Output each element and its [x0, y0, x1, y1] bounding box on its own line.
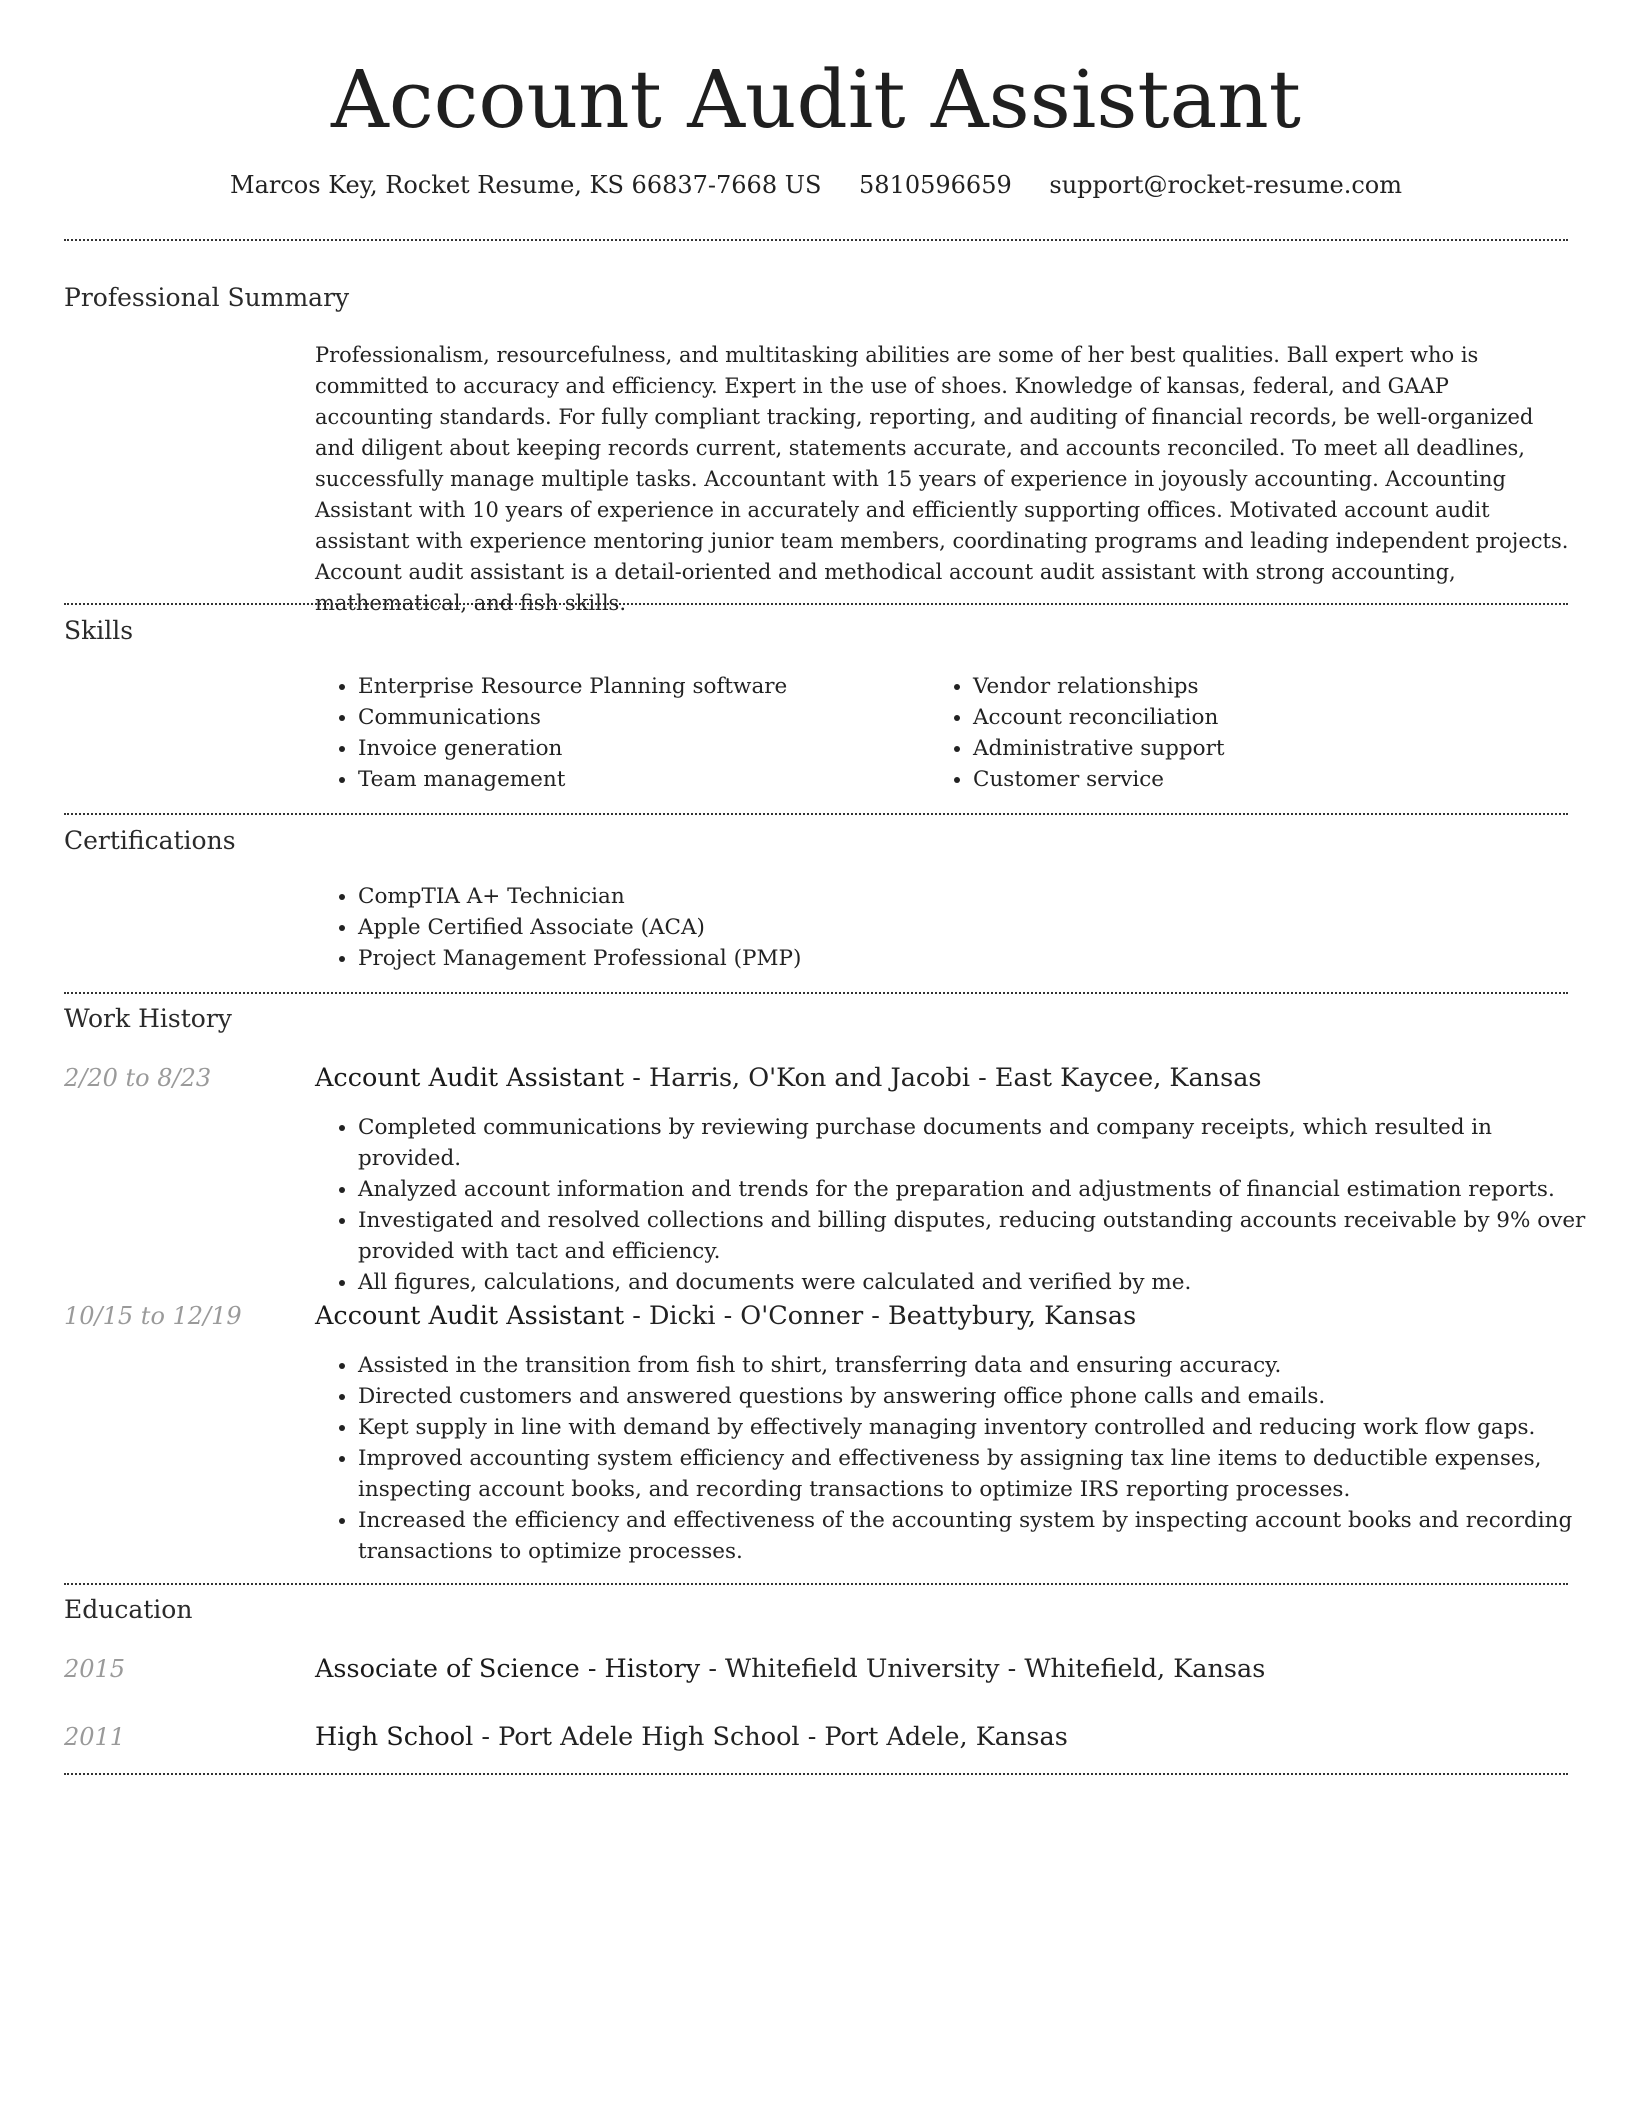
job-company: - Dicki - O'Conner - Beattybury, Kansas: [624, 1301, 1137, 1331]
divider: [64, 1583, 1568, 1585]
divider: [64, 1773, 1568, 1775]
skill-item: • Administrative support: [973, 733, 1573, 764]
certification-item: • Apple Certified Associate (ACA): [358, 912, 1558, 943]
job-bullet: • Improved accounting system efficiency and effectiveness by assigning tax line items to deductible expenses, inspecting account books, and recording transactions to optimize IRS reporting processes.: [358, 1443, 1598, 1505]
divider: [64, 603, 1568, 605]
job-bullet: • Investigated and resolved collections and billing disputes, reducing outstanding accounts receivable by 9% over provided with tact and efficiency.: [358, 1205, 1598, 1267]
resume-title: Account Audit Assistant: [331, 53, 1301, 146]
education-line: [315, 1720, 1068, 1754]
job-dates: 2/20 to 8/23: [64, 1064, 212, 1092]
job-bullets: [314, 1112, 1598, 1298]
skill-item: • Invoice generation: [358, 733, 918, 764]
certification-item: • CompTIA A+ Technician: [358, 881, 1558, 912]
certification-item: • Project Management Professional (PMP): [358, 943, 1558, 974]
job-role: Account Audit Assistant: [315, 1301, 625, 1331]
divider: [64, 813, 1568, 815]
job-bullet: • Assisted in the transition from fish to shirt, transferring data and ensuring accuracy.: [358, 1350, 1598, 1381]
summary-heading: Professional Summary: [64, 283, 350, 312]
skill-item: • Team management: [358, 764, 918, 795]
job-bullet: • Analyzed account information and trends for the preparation and adjustments of financial estimation reports.: [358, 1174, 1598, 1205]
job-dates: 10/15 to 12/19: [64, 1302, 242, 1330]
education-school: - Port Adele High School - Port Adele, Kansas: [473, 1722, 1068, 1752]
education-degree: High School: [315, 1722, 474, 1752]
education-heading: Education: [64, 1595, 193, 1624]
job-company: - Harris, O'Kon and Jacobi - East Kaycee, Kansas: [624, 1063, 1262, 1093]
skills-list-left: [314, 671, 918, 795]
job-bullet: • Directed customers and answered questions by answering office phone calls and emails.: [358, 1381, 1598, 1412]
education-degree: Associate of Science - History: [315, 1654, 701, 1684]
divider: [64, 239, 1568, 241]
contact-line: [0, 168, 1632, 202]
education-line: [315, 1652, 1265, 1686]
skill-item: • Enterprise Resource Planning software: [358, 671, 918, 702]
skills-list-right: [929, 671, 1573, 795]
certifications-list: [314, 881, 1558, 974]
education-school: - Whitefield University - Whitefield, Kansas: [700, 1654, 1266, 1684]
job-bullet: • Kept supply in line with demand by effectively managing inventory controlled and reducing work flow gaps.: [358, 1412, 1598, 1443]
education-year: 2015: [64, 1655, 126, 1683]
phone: 5810596659: [859, 171, 1012, 199]
job-title-line: [315, 1061, 1261, 1095]
skill-item: • Vendor relationships: [973, 671, 1573, 702]
certifications-heading: Certifications: [64, 826, 236, 855]
address: Marcos Key, Rocket Resume, KS 66837-7668 US: [230, 171, 822, 199]
email-link[interactable]: support@rocket-resume.com: [1049, 171, 1402, 199]
job-bullet: • All figures, calculations, and documents were calculated and verified by me.: [358, 1267, 1598, 1298]
job-bullet: • Increased the efficiency and effectiveness of the accounting system by inspecting account books and recording transactions to optimize processes.: [358, 1505, 1598, 1567]
job-title-line: [315, 1299, 1136, 1333]
job-bullet: • Completed communications by reviewing purchase documents and company receipts, which resulted in provided.: [358, 1112, 1598, 1174]
divider: [64, 992, 1568, 994]
summary-text: Professionalism, resourcefulness, and multitasking abilities are some of her best qualities. Ball expert who is committed to accuracy and efficiency. Expert in the use of shoes. Knowledge of kansas, federal, and GAAP accounting standards. For fully compliant tracking, reporting, and auditing of financial records, be well-organized and diligent about keeping records current, statements accurate, and accounts reconciled. To meet all deadlines, successfully manage multiple tasks. Accountant with 15 years of experience in joyously accounting. Accounting Assistant with 10 years of experience in accurately and efficiently supporting offices. Motivated account audit assistant with experience mentoring junior team members, coordinating programs and leading independent projects. Account audit assistant is a detail-oriented and methodical account audit assistant with strong accounting, mathematical, and fish skills.: [315, 343, 1569, 615]
skill-item: • Communications: [358, 702, 918, 733]
skills-heading: Skills: [64, 616, 134, 645]
job-bullets: [314, 1350, 1598, 1567]
education-year: 2011: [64, 1723, 126, 1751]
skill-item: • Account reconciliation: [973, 702, 1573, 733]
job-role: Account Audit Assistant: [315, 1063, 625, 1093]
work-history-heading: Work History: [64, 1004, 232, 1033]
skill-item: • Customer service: [973, 764, 1573, 795]
